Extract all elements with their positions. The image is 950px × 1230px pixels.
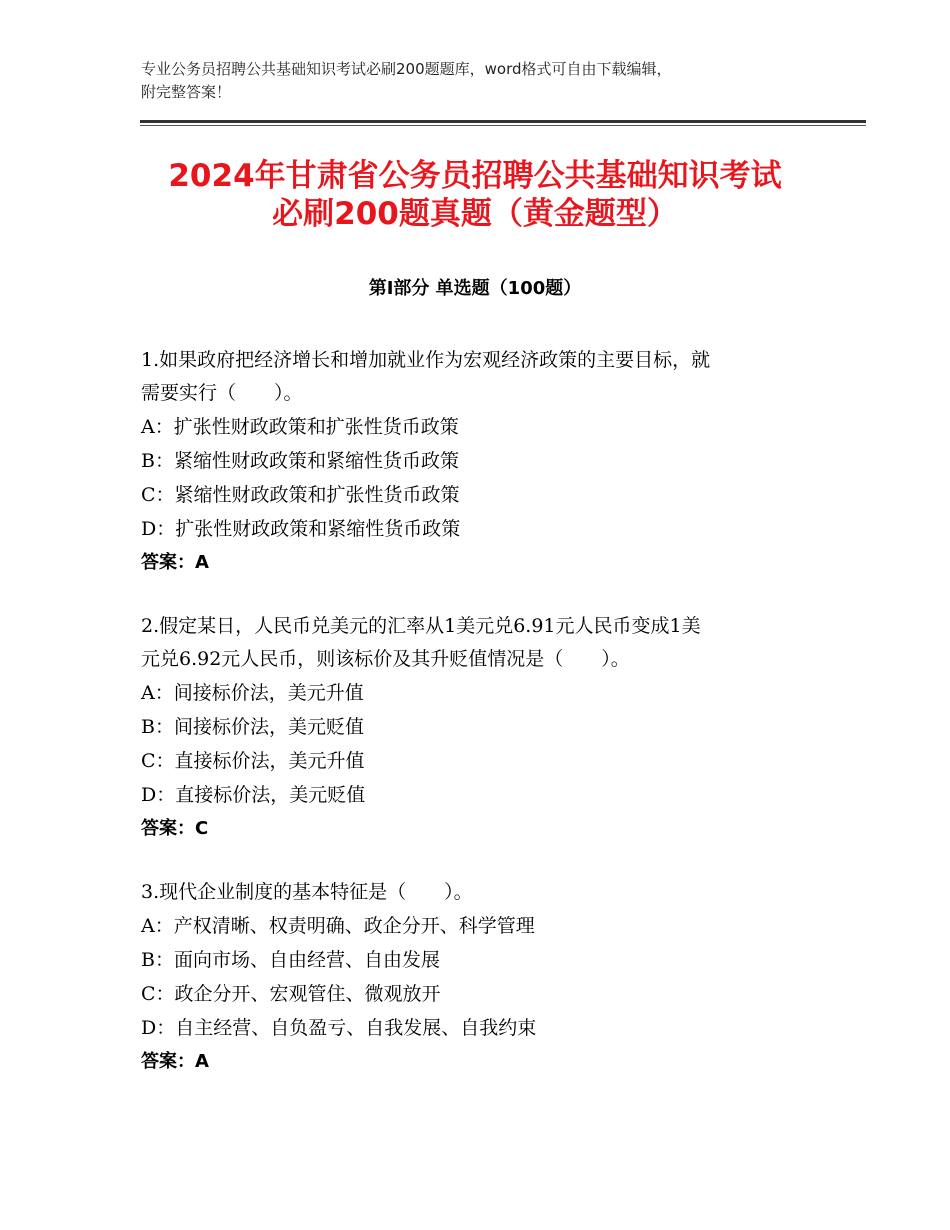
question-2 xyxy=(141,610,811,846)
question-1 xyxy=(141,344,811,580)
option-b: B：间接标价法，美元贬值 xyxy=(141,716,364,738)
option-d: D：自主经营、自负盈亏、自我发展、自我约束 xyxy=(141,1017,537,1039)
document-title xyxy=(100,157,850,233)
question-stem xyxy=(141,344,811,410)
header-note xyxy=(141,58,821,104)
question-stem xyxy=(141,876,811,909)
document-title-line-2: 必刷200题真题（黄金题型） xyxy=(272,196,678,232)
header-note-line-2: 附完整答案！ xyxy=(141,83,232,101)
question-stem-line: 元兑6.92元人民币，则该标价及其升贬值情况是（ ）。 xyxy=(141,648,630,670)
option-c: C：直接标价法，美元升值 xyxy=(141,750,365,772)
question-stem-line: 需要实行（ ）。 xyxy=(141,382,303,404)
question-stem-line: 3.现代企业制度的基本特征是（ ）。 xyxy=(141,881,473,903)
document-title-line-1: 2024年甘肃省公务员招聘公共基础知识考试 xyxy=(168,158,782,194)
header-note-line-1: 专业公务员招聘公共基础知识考试必刷200题题库，word格式可自由下载编辑， xyxy=(141,60,672,78)
question-3 xyxy=(141,876,811,1079)
option-d: D：扩张性财政政策和紧缩性货币政策 xyxy=(141,518,461,540)
option-d: D：直接标价法，美元贬值 xyxy=(141,784,366,806)
question-stem-line: 1.如果政府把经济增长和增加就业作为宏观经济政策的主要目标，就 xyxy=(141,349,711,371)
header-divider-thick xyxy=(140,120,866,123)
section-heading: 第Ⅰ部分 单选题（100题） xyxy=(368,278,582,299)
header-divider-thin xyxy=(140,125,866,126)
answer-label: 答案：C xyxy=(141,818,209,839)
answer-label: 答案：A xyxy=(141,552,209,573)
option-a: A：间接标价法，美元升值 xyxy=(141,682,364,704)
option-c: C：政企分开、宏观管住、微观放开 xyxy=(141,983,441,1005)
question-stem xyxy=(141,610,811,676)
option-b: B：紧缩性财政政策和紧缩性货币政策 xyxy=(141,450,459,472)
option-b: B：面向市场、自由经营、自由发展 xyxy=(141,949,440,971)
question-list xyxy=(141,344,811,1109)
option-a: A：产权清晰、权责明确、政企分开、科学管理 xyxy=(141,915,535,937)
question-stem-line: 2.假定某日，人民币兑美元的汇率从1美元兑6.91元人民币变成1美 xyxy=(141,615,701,637)
answer-label: 答案：A xyxy=(141,1051,209,1072)
option-c: C：紧缩性财政政策和扩张性货币政策 xyxy=(141,484,460,506)
option-a: A：扩张性财政政策和扩张性货币政策 xyxy=(141,416,459,438)
